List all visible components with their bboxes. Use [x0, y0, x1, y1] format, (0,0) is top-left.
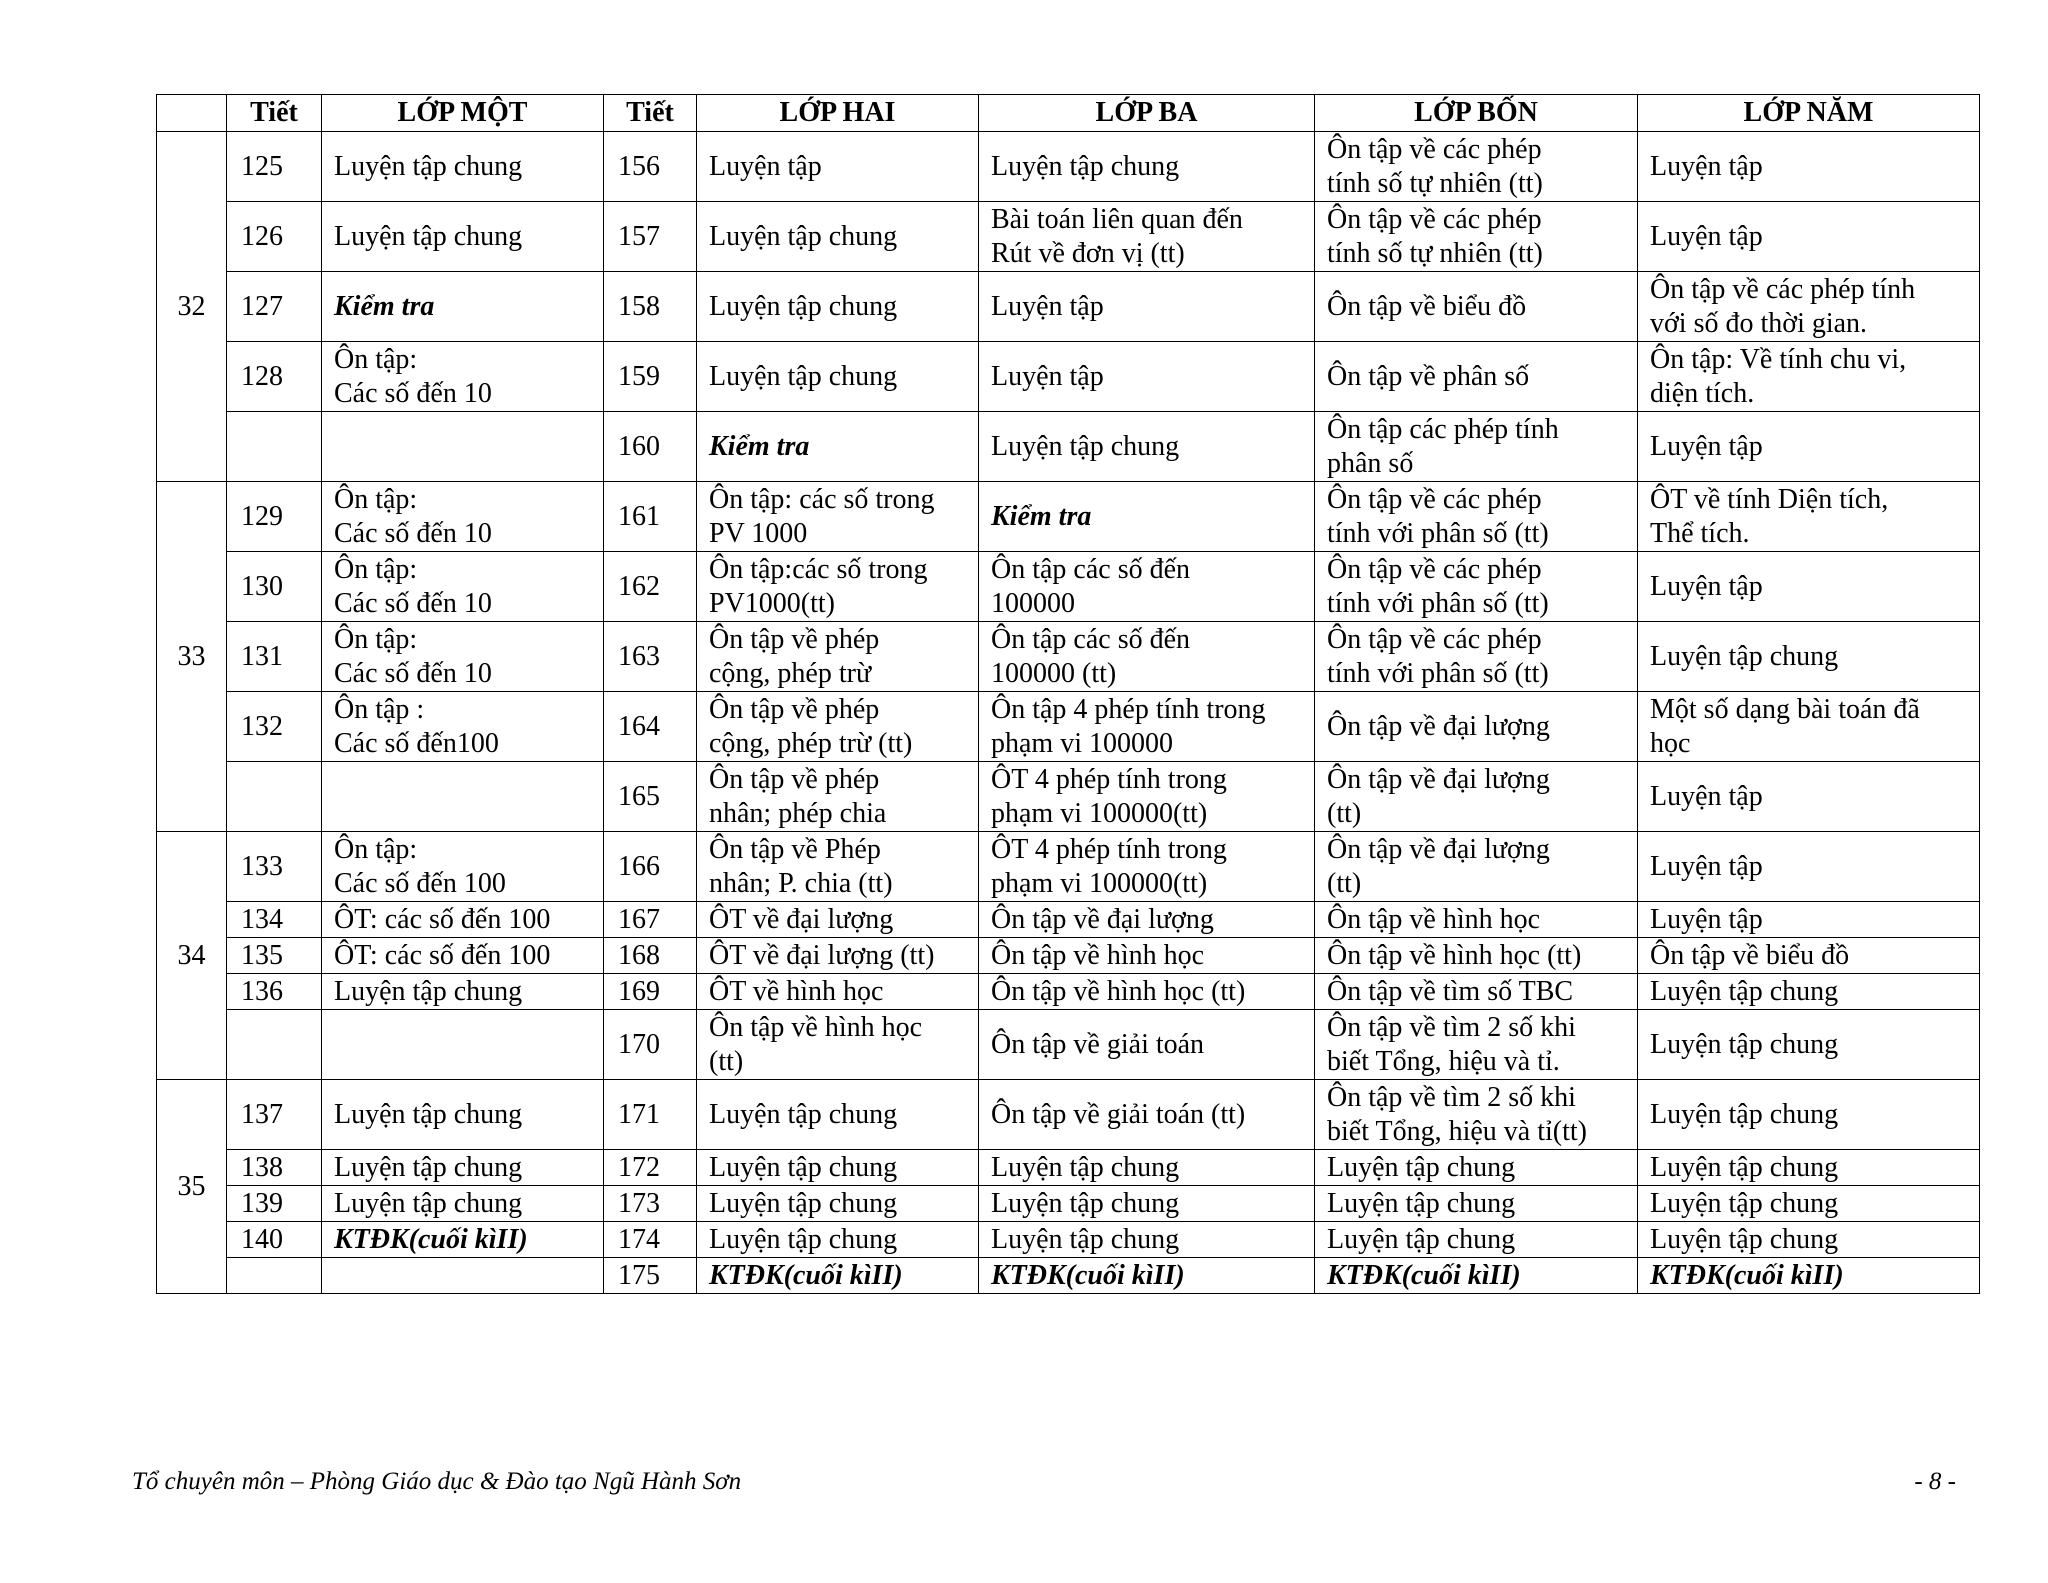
table-row [157, 938, 1980, 974]
table-row [157, 202, 1980, 272]
lesson-number-upper: 161 [604, 482, 697, 552]
header-lop-nam: LỚP NĂM [1638, 95, 1980, 132]
lesson-number-lop-mot [227, 1010, 322, 1080]
lesson-lop-hai: Ôn tập về phép nhân; phép chia [697, 762, 979, 832]
lesson-lop-bon: KTĐK(cuối kìII) [1315, 1258, 1638, 1294]
lesson-lop-ba: ÔT 4 phép tính trong phạm vi 100000(tt) [979, 762, 1315, 832]
lesson-lop-nam: ÔT về tính Diện tích, Thể tích. [1638, 482, 1980, 552]
lesson-number-lop-mot: 125 [227, 132, 322, 202]
lesson-number-upper: 163 [604, 622, 697, 692]
lesson-lop-nam: Luyện tập [1638, 552, 1980, 622]
lesson-number-upper: 170 [604, 1010, 697, 1080]
lesson-lop-ba: Luyện tập chung [979, 1222, 1315, 1258]
table-row [157, 342, 1980, 412]
lesson-number-lop-mot [227, 762, 322, 832]
table-row [157, 902, 1980, 938]
table-row [157, 412, 1980, 482]
table-row [157, 1080, 1980, 1150]
lesson-number-lop-mot: 133 [227, 832, 322, 902]
table-row [157, 482, 1980, 552]
lesson-lop-bon: Ôn tập về đại lượng (tt) [1315, 832, 1638, 902]
week-number: 34 [157, 832, 227, 1080]
lesson-lop-ba: Ôn tập về hình học (tt) [979, 974, 1315, 1010]
lesson-lop-hai: Ôn tập về phép cộng, phép trừ [697, 622, 979, 692]
lesson-lop-mot: Ôn tập : Các số đến100 [322, 692, 604, 762]
lesson-lop-bon: Ôn tập về các phép tính với phân số (tt) [1315, 482, 1638, 552]
table-row [157, 1010, 1980, 1080]
lesson-lop-mot: Luyện tập chung [322, 132, 604, 202]
lesson-lop-ba: Ôn tập các số đến 100000 (tt) [979, 622, 1315, 692]
lesson-lop-mot: Ôn tập: Các số đến 100 [322, 832, 604, 902]
week-number: 35 [157, 1080, 227, 1294]
lesson-lop-bon: Ôn tập về đại lượng (tt) [1315, 762, 1638, 832]
lesson-lop-ba: Luyện tập chung [979, 1186, 1315, 1222]
schedule-table [156, 94, 1980, 1294]
lesson-lop-bon: Ôn tập về phân số [1315, 342, 1638, 412]
lesson-number-upper: 173 [604, 1186, 697, 1222]
table-row [157, 1258, 1980, 1294]
lesson-number-lop-mot: 130 [227, 552, 322, 622]
header-lop-hai: LỚP HAI [697, 95, 979, 132]
lesson-lop-mot: Ôn tập: Các số đến 10 [322, 622, 604, 692]
lesson-number-lop-mot: 134 [227, 902, 322, 938]
lesson-number-upper: 164 [604, 692, 697, 762]
lesson-lop-mot: Luyện tập chung [322, 974, 604, 1010]
lesson-lop-hai: Luyện tập chung [697, 202, 979, 272]
lesson-lop-bon: Ôn tập về hình học [1315, 902, 1638, 938]
lesson-lop-mot: Ôn tập: Các số đến 10 [322, 482, 604, 552]
lesson-lop-bon: Ôn tập về các phép tính số tự nhiên (tt) [1315, 132, 1638, 202]
lesson-lop-bon: Luyện tập chung [1315, 1186, 1638, 1222]
lesson-lop-mot: ÔT: các số đến 100 [322, 938, 604, 974]
lesson-number-upper: 168 [604, 938, 697, 974]
lesson-lop-hai: Luyện tập [697, 132, 979, 202]
lesson-number-upper: 174 [604, 1222, 697, 1258]
lesson-lop-hai: KTĐK(cuối kìII) [697, 1258, 979, 1294]
lesson-number-upper: 175 [604, 1258, 697, 1294]
lesson-lop-hai: Luyện tập chung [697, 1150, 979, 1186]
page-number: - 8 - [1914, 1468, 1956, 1495]
lesson-lop-bon: Ôn tập về đại lượng [1315, 692, 1638, 762]
lesson-lop-ba: Bài toán liên quan đến Rút về đơn vị (tt) [979, 202, 1315, 272]
lesson-lop-ba: Ôn tập về hình học [979, 938, 1315, 974]
lesson-lop-mot: KTĐK(cuối kìII) [322, 1222, 604, 1258]
lesson-number-lop-mot: 131 [227, 622, 322, 692]
lesson-lop-ba: KTĐK(cuối kìII) [979, 1258, 1315, 1294]
lesson-number-upper: 165 [604, 762, 697, 832]
header-lop-mot: LỚP MỘT [322, 95, 604, 132]
table-row [157, 552, 1980, 622]
table-row [157, 272, 1980, 342]
lesson-number-lop-mot: 126 [227, 202, 322, 272]
lesson-lop-nam: Luyện tập chung [1638, 1150, 1980, 1186]
lesson-lop-nam: Luyện tập [1638, 902, 1980, 938]
lesson-number-lop-mot: 132 [227, 692, 322, 762]
lesson-number-lop-mot [227, 1258, 322, 1294]
lesson-lop-nam: Luyện tập chung [1638, 1010, 1980, 1080]
lesson-lop-ba: ÔT 4 phép tính trong phạm vi 100000(tt) [979, 832, 1315, 902]
lesson-number-lop-mot [227, 412, 322, 482]
lesson-number-upper: 167 [604, 902, 697, 938]
lesson-lop-hai: Ôn tập: các số trong PV 1000 [697, 482, 979, 552]
lesson-lop-ba: Luyện tập chung [979, 132, 1315, 202]
lesson-lop-bon: Ôn tập về các phép tính số tự nhiên (tt) [1315, 202, 1638, 272]
week-number: 32 [157, 132, 227, 482]
lesson-lop-hai: ÔT về đại lượng [697, 902, 979, 938]
lesson-number-lop-mot: 135 [227, 938, 322, 974]
header-row [157, 95, 1980, 132]
lesson-lop-ba: Luyện tập [979, 272, 1315, 342]
lesson-lop-hai: Luyện tập chung [697, 272, 979, 342]
footer-org: Tổ chuyên môn – Phòng Giáo dục & Đào tạo Ngũ Hành Sơn [132, 1468, 742, 1495]
lesson-number-lop-mot: 127 [227, 272, 322, 342]
lesson-lop-nam: KTĐK(cuối kìII) [1638, 1258, 1980, 1294]
lesson-lop-nam: Luyện tập chung [1638, 1080, 1980, 1150]
schedule-body [157, 132, 1980, 1294]
lesson-number-lop-mot: 129 [227, 482, 322, 552]
lesson-lop-bon: Ôn tập về tìm số TBC [1315, 974, 1638, 1010]
lesson-number-lop-mot: 137 [227, 1080, 322, 1150]
lesson-lop-hai: Luyện tập chung [697, 1186, 979, 1222]
lesson-lop-bon: Ôn tập về tìm 2 số khi biết Tổng, hiệu và tỉ(tt) [1315, 1080, 1638, 1150]
lesson-lop-hai: ÔT về đại lượng (tt) [697, 938, 979, 974]
lesson-lop-bon: Ôn tập về hình học (tt) [1315, 938, 1638, 974]
header-tiet-2: Tiết [604, 95, 697, 132]
lesson-lop-ba: Kiểm tra [979, 482, 1315, 552]
lesson-lop-bon: Luyện tập chung [1315, 1150, 1638, 1186]
lesson-lop-mot: Luyện tập chung [322, 1186, 604, 1222]
lesson-lop-mot [322, 1258, 604, 1294]
lesson-number-lop-mot: 138 [227, 1150, 322, 1186]
lesson-lop-nam: Luyện tập chung [1638, 1222, 1980, 1258]
lesson-lop-nam: Luyện tập chung [1638, 1186, 1980, 1222]
lesson-lop-ba: Ôn tập về giải toán (tt) [979, 1080, 1315, 1150]
lesson-lop-bon: Ôn tập các phép tính phân số [1315, 412, 1638, 482]
lesson-number-lop-mot: 136 [227, 974, 322, 1010]
lesson-lop-hai: Luyện tập chung [697, 1222, 979, 1258]
lesson-lop-ba: Luyện tập chung [979, 412, 1315, 482]
lesson-lop-hai: Ôn tập về hình học (tt) [697, 1010, 979, 1080]
lesson-lop-ba: Ôn tập về đại lượng [979, 902, 1315, 938]
table-row [157, 1222, 1980, 1258]
lesson-lop-hai: Ôn tập về phép cộng, phép trừ (tt) [697, 692, 979, 762]
lesson-lop-nam: Một số dạng bài toán đã học [1638, 692, 1980, 762]
lesson-lop-mot: Ôn tập: Các số đến 10 [322, 342, 604, 412]
lesson-lop-bon: Luyện tập chung [1315, 1222, 1638, 1258]
lesson-number-upper: 162 [604, 552, 697, 622]
lesson-lop-hai: Luyện tập chung [697, 1080, 979, 1150]
lesson-lop-mot: Luyện tập chung [322, 1080, 604, 1150]
lesson-lop-mot: Luyện tập chung [322, 1150, 604, 1186]
lesson-lop-hai: Ôn tập về Phép nhân; P. chia (tt) [697, 832, 979, 902]
lesson-lop-hai: Kiểm tra [697, 412, 979, 482]
lesson-lop-bon: Ôn tập về tìm 2 số khi biết Tổng, hiệu và tỉ. [1315, 1010, 1638, 1080]
lesson-number-upper: 157 [604, 202, 697, 272]
lesson-number-upper: 159 [604, 342, 697, 412]
lesson-number-upper: 160 [604, 412, 697, 482]
lesson-lop-mot: ÔT: các số đến 100 [322, 902, 604, 938]
header-lop-bon: LỚP BỐN [1315, 95, 1638, 132]
lesson-lop-mot: Kiểm tra [322, 272, 604, 342]
table-row [157, 132, 1980, 202]
lesson-lop-mot: Ôn tập: Các số đến 10 [322, 552, 604, 622]
lesson-number-upper: 156 [604, 132, 697, 202]
table-row [157, 1186, 1980, 1222]
lesson-lop-ba: Ôn tập về giải toán [979, 1010, 1315, 1080]
table-row [157, 762, 1980, 832]
lesson-lop-bon: Ôn tập về các phép tính với phân số (tt) [1315, 552, 1638, 622]
lesson-number-upper: 166 [604, 832, 697, 902]
lesson-lop-mot [322, 762, 604, 832]
lesson-number-lop-mot: 128 [227, 342, 322, 412]
lesson-lop-ba: Luyện tập [979, 342, 1315, 412]
lesson-number-upper: 169 [604, 974, 697, 1010]
lesson-lop-nam: Luyện tập [1638, 762, 1980, 832]
lesson-lop-nam: Luyện tập [1638, 202, 1980, 272]
lesson-lop-bon: Ôn tập về biểu đồ [1315, 272, 1638, 342]
lesson-number-upper: 171 [604, 1080, 697, 1150]
table-row [157, 692, 1980, 762]
lesson-lop-mot [322, 1010, 604, 1080]
lesson-number-upper: 172 [604, 1150, 697, 1186]
lesson-lop-nam: Luyện tập chung [1638, 974, 1980, 1010]
lesson-lop-ba: Luyện tập chung [979, 1150, 1315, 1186]
lesson-lop-hai: Ôn tập:các số trong PV1000(tt) [697, 552, 979, 622]
lesson-number-upper: 158 [604, 272, 697, 342]
lesson-lop-ba: Ôn tập các số đến 100000 [979, 552, 1315, 622]
table-row [157, 974, 1980, 1010]
lesson-lop-nam: Luyện tập [1638, 832, 1980, 902]
lesson-lop-hai: ÔT về hình học [697, 974, 979, 1010]
lesson-lop-nam: Ôn tập về các phép tính với số đo thời gian. [1638, 272, 1980, 342]
table-row [157, 832, 1980, 902]
week-number: 33 [157, 482, 227, 832]
lesson-lop-hai: Luyện tập chung [697, 342, 979, 412]
header-tiet-1: Tiết [227, 95, 322, 132]
lesson-lop-mot [322, 412, 604, 482]
lesson-lop-nam: Luyện tập [1638, 132, 1980, 202]
header-lop-ba: LỚP BA [979, 95, 1315, 132]
lesson-lop-mot: Luyện tập chung [322, 202, 604, 272]
table-row [157, 622, 1980, 692]
lesson-lop-nam: Ôn tập: Về tính chu vi, diện tích. [1638, 342, 1980, 412]
lesson-lop-nam: Ôn tập về biểu đồ [1638, 938, 1980, 974]
lesson-number-lop-mot: 140 [227, 1222, 322, 1258]
lesson-lop-nam: Luyện tập [1638, 412, 1980, 482]
table-row [157, 1150, 1980, 1186]
lesson-lop-nam: Luyện tập chung [1638, 622, 1980, 692]
lesson-number-lop-mot: 139 [227, 1186, 322, 1222]
lesson-lop-ba: Ôn tập 4 phép tính trong phạm vi 100000 [979, 692, 1315, 762]
header-week [157, 95, 227, 132]
lesson-lop-bon: Ôn tập về các phép tính với phân số (tt) [1315, 622, 1638, 692]
